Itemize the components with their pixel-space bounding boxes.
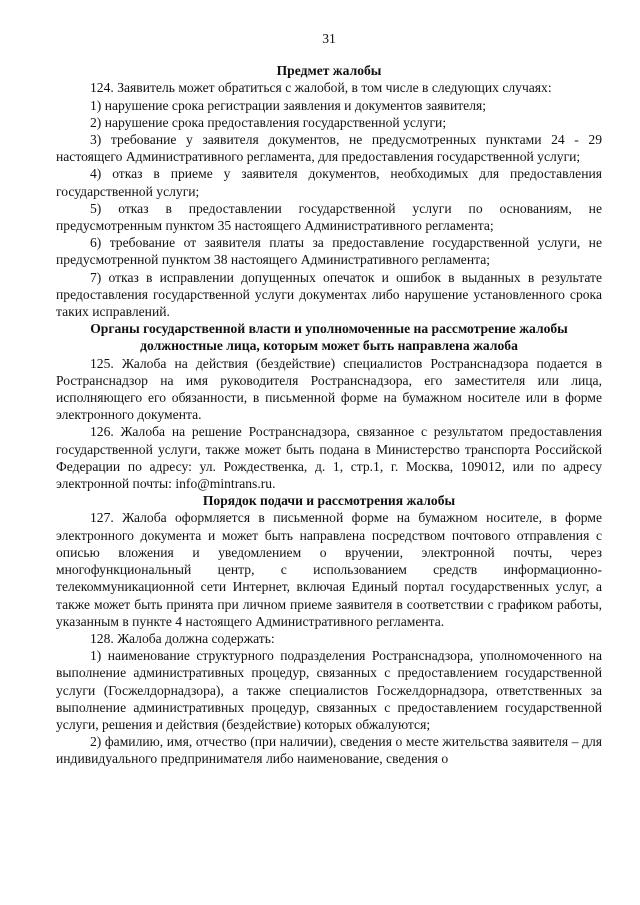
- list-item: 5) отказ в предоставлении государственной услуги по основаниям, не предусмотренным пунктом 35 настоящего Административного регламента;: [56, 200, 602, 234]
- page-number: 31: [322, 31, 336, 46]
- list-item: 7) отказ в исправлении допущенных опечаток и ошибок в выданных в результате предоставления государственной услуги документах либо нарушение установленного срока таких исправлений.: [56, 269, 602, 320]
- list-item: 2) фамилию, имя, отчество (при наличии), сведения о месте жительства заявителя – для индивидуального предпринимателя либо наименование, сведения о: [56, 734, 602, 767]
- section-authorities: [56, 320, 602, 492]
- list-item: 1) нарушение срока регистрации заявления и документов заявителя;: [90, 97, 487, 113]
- list-item: 3) требование у заявителя документов, не предусмотренных пунктами 24 - 29 настоящего Административного регламента, для предоставления государственной услуги;: [56, 132, 602, 165]
- list-item: 2) нарушение срока предоставления государственной услуги;: [90, 114, 447, 130]
- list-item: 6) требование от заявителя платы за предоставление государственной услуги, не предусмотренной пунктом 38 настоящего Административного регламента;: [56, 235, 602, 268]
- section-heading: Органы государственной власти и уполномоченные на рассмотрение жалобы должностные лица, которым может быть направлена жалоба: [90, 321, 568, 354]
- paragraph: 124. Заявитель может обратиться с жалобой, в том числе в следующих случаях:: [90, 80, 552, 96]
- list-item: 4) отказ в приеме у заявителя документов, необходимых для предоставления государственной услуги;: [56, 166, 602, 199]
- list-item: 1) наименование структурного подразделения Ространснадзора, уполномоченного на выполнение административных процедур, связанных с предоставлением государственной услуги (Госжелдорнадзора), а также специалистов Госжелдорнадзора, ответственных за выполнение административных процедур, связанных с предоставлением государственной услуги, решения и действия (бездействие) которых обжалуются;: [56, 648, 602, 732]
- section-complaint-subject: [56, 62, 602, 320]
- paragraph: 126. Жалоба на решение Ространснадзора, связанное с результатом предоставления государственной услуги, также может быть подана в Министерство транспорта Российской Федерации по адресу: ул. Рождественка, д. 1, стр.1, г. Москва, 109012, или по адресу электронной почты: info@mintrans.ru.: [56, 424, 602, 492]
- paragraph: 128. Жалоба должна содержать:: [90, 630, 275, 646]
- section-heading: Порядок подачи и рассмотрения жалобы: [202, 493, 456, 509]
- section-heading: Предмет жалобы: [276, 63, 382, 79]
- paragraph: 125. Жалоба на действия (бездействие) специалистов Ространснадзора подается в Ространснадзор на имя руководителя Ространснадзора, его заместителя или лица, исполняющего его обязанности, в письменной форме на бумажном носителе или в форме электронного документа.: [56, 355, 602, 423]
- section-filing-procedure: [56, 492, 602, 767]
- page-content: [56, 30, 602, 768]
- paragraph: 127. Жалоба оформляется в письменной форме на бумажном носителе, в форме электронного документа и может быть направлена посредством почтового отправления с описью вложения и уведомлением о вручении, электронной почты, через многофункциональный центр, с использованием средств информационно-телекоммуникационной сети Интернет, включая Единый портал государственных услуг, а также может быть принята при личном приеме заявителя в соответствии с графиком работы, указанным в пункте 4 настоящего Административного регламента.: [56, 510, 602, 629]
